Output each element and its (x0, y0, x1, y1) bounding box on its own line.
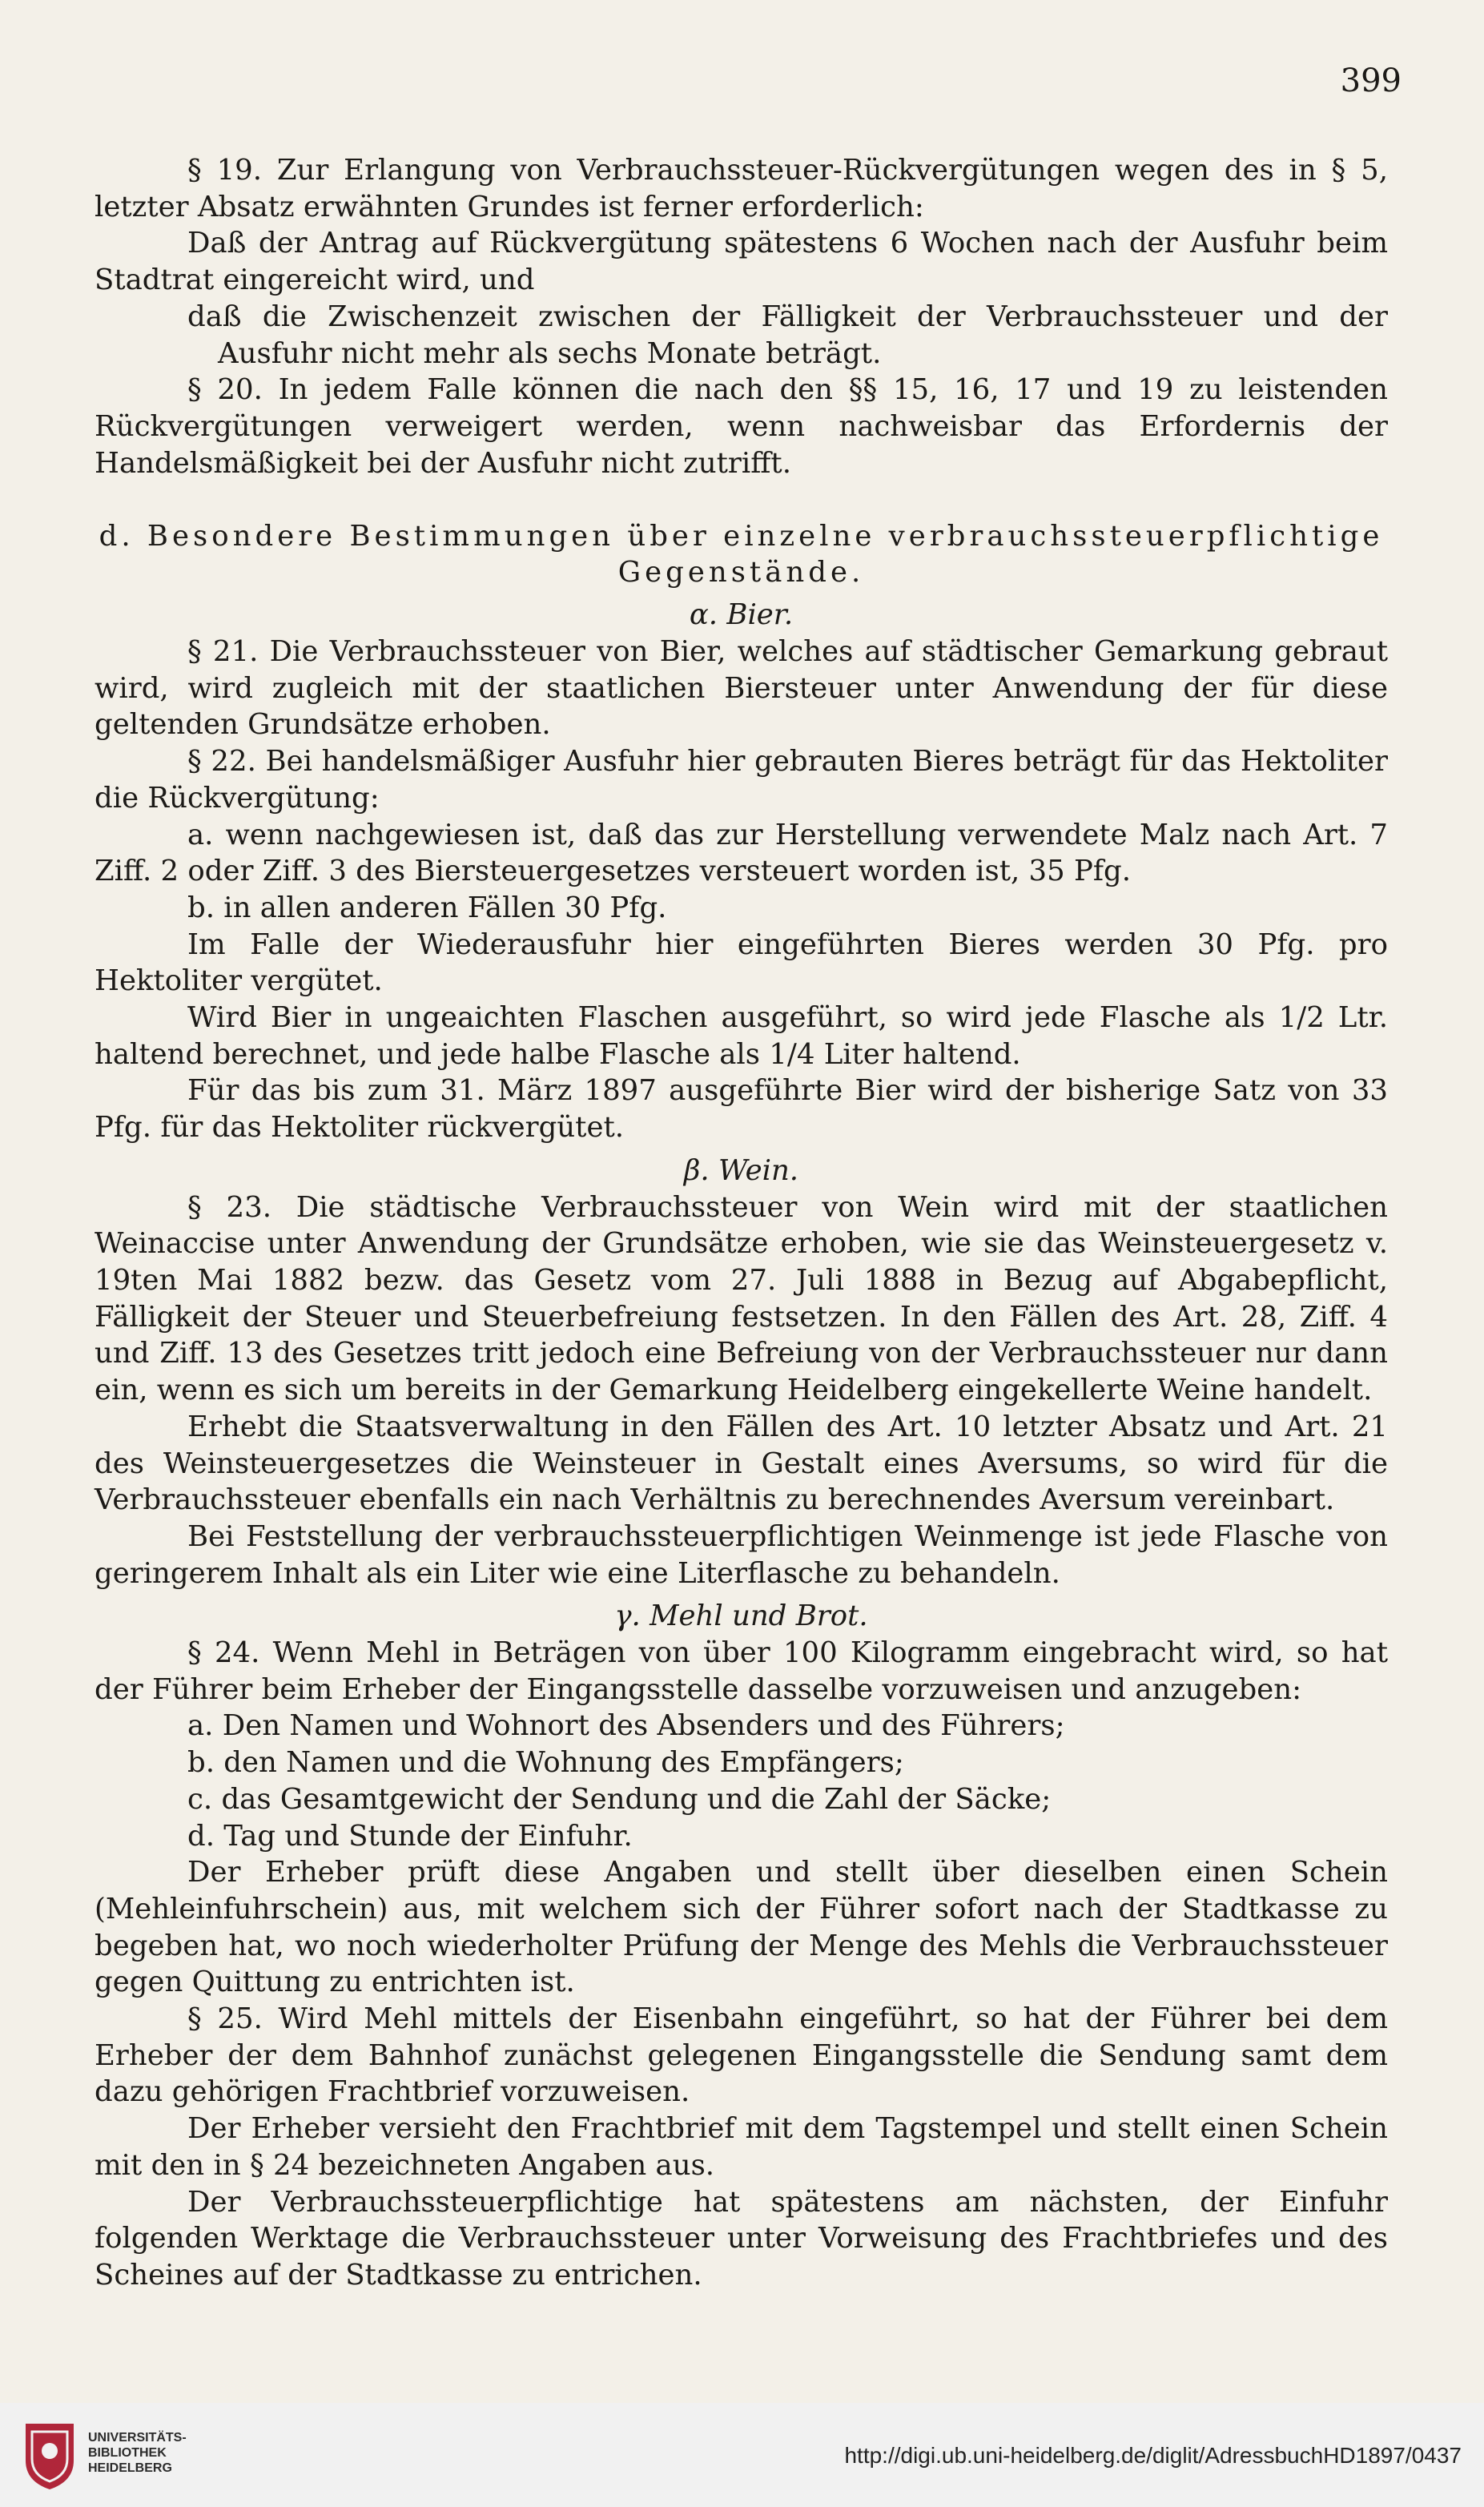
paragraph-bisherige-satz: Für das bis zum 31. März 1897 ausgeführte Bier wird der bisherige Satz von 33 Pfg. für das Hektoliter rückvergütet. (95, 1074, 1388, 1145)
subheading-mehl-brot: γ. Mehl und Brot. (614, 1600, 868, 1633)
library-name-line-2: BIBLIOTHEK (88, 2446, 167, 2460)
paragraph-weinmenge: Bei Feststellung der verbrauchssteuerpflichtigen Weinmenge ist jede Flasche von geringerem Inhalt als ein Liter wie eine Literflasche zu behandeln. (95, 1519, 1388, 1590)
paragraph-sec19-b: daß die Zwischenzeit zwischen der Fälligkeit der Verbrauchssteuer und der Ausfuhr nicht mehr als sechs Monate beträgt. (187, 300, 1388, 370)
paragraph-sec19-a: Daß der Antrag auf Rückvergütung spätestens 6 Wochen nach der Ausfuhr beim Stadtrat eingereicht wird, und (95, 227, 1388, 297)
paragraph-sec24-c: c. das Gesamtgewicht der Sendung und die Zahl der Säcke; (187, 1782, 1052, 1816)
subheading-wein: β. Wein. (683, 1153, 799, 1187)
paragraph-aversum: Erhebt die Staatsverwaltung in den Fällen des Art. 10 letzter Absatz und Art. 21 des Weinsteuergesetzes die Weinsteuer in Gestalt eines Aversums, so wird für die Verbrauchssteuer ebenfalls ein nach Verhältnis zu berechnendes Aversum vereinbart. (95, 1410, 1388, 1517)
paragraph-sec20: § 20. In jedem Falle können die nach den §§ 15, 16, 17 und 19 zu leistenden Rückvergütungen verweigert werden, wenn nachweisbar das Erfordernis der Handelsmäßigkeit bei der Ausfuhr nicht zutrifft. (95, 373, 1388, 480)
paragraph-sec19: § 19. Zur Erlangung von Verbrauchssteuer-Rückvergütungen wegen des in § 5, letzter Absatz erwähnten Grundes ist ferner erforderlich: (95, 154, 1388, 223)
paragraph-sec23: § 23. Die städtische Verbrauchssteuer von Wein wird mit der staatlichen Weinaccise unter Anwendung der Grundsätze erhoben, wie sie das Weinsteuergesetz v. 19ten Mai 1882 bezw. das Gesetz vom 27. Juli 1888 in Bezug auf Abgabepflicht, Fälligkeit der Steuer und Steuerbefreiung festsetzen. In den Fällen des Art. 28, Ziff. 4 und Ziff. 13 des Gesetzes tritt jedoch eine Befreiung von der Verbrauchssteuer nur dann ein, wenn es sich um bereits in der Gemarkung Heidelberg eingekellerte Weine handelt. (95, 1190, 1388, 1407)
paragraph-mehleinfuhrschein: Der Erheber prüft diese Angaben und stellt über dieselben einen Schein (Mehleinfuhrschein) aus, mit welchem sich der Führer sofort nach der Stadtkasse zu begeben hat, wo noch wiederholter Prüfung der Menge des Mehls die Verbrauchssteuer gegen Quittung zu entrichten ist. (95, 1856, 1388, 1999)
paragraph-sec24-a: a. Den Namen und Wohnort des Absenders und des Führers; (187, 1709, 1065, 1743)
subheading-bier: α. Bier. (689, 598, 794, 632)
library-name-line-1: UNIVERSITÄTS- (88, 2431, 187, 2445)
paragraph-sec25: § 25. Wird Mehl mittels der Eisenbahn eingeführt, so hat der Führer bei dem Erheber der dem Bahnhof zunächst gelegenen Eingangsstelle die Sendung samt dem dazu gehörigen Frachtbrief vorzuweisen. (95, 2002, 1388, 2109)
paragraph-sec24: § 24. Wenn Mehl in Beträgen von über 100 Kilogramm eingebracht wird, so hat der Führer beim Erheber der Eingangsstelle dasselbe vorzuweisen und anzugeben: (95, 1636, 1388, 1706)
paragraph-wiederausfuhr: Im Falle der Wiederausfuhr hier eingeführten Bieres werden 30 Pfg. pro Hektoliter vergütet. (95, 928, 1388, 998)
source-url[interactable]: http://digi.ub.uni-heidelberg.de/diglit/AdressbuchHD1897/0437 (844, 2443, 1462, 2468)
paragraph-sec21: § 21. Die Verbrauchssteuer von Bier, welches auf städtischer Gemarkung gebraut wird, wird zugleich mit der staatlichen Biersteuer unter Anwendung der für diese geltenden Grundsätze erhoben. (95, 635, 1388, 742)
paragraph-sec22-b: b. in allen anderen Fällen 30 Pfg. (187, 891, 667, 924)
library-name-line-3: HEIDELBERG (88, 2461, 172, 2475)
paragraph-tagstempel: Der Erheber versieht den Frachtbrief mit dem Tagstempel und stellt einen Schein mit den in § 24 bezeichneten Angaben aus. (95, 2112, 1388, 2182)
paragraph-flaschen: Wird Bier in ungeaichten Flaschen ausgeführt, so wird jede Flasche als 1/2 Ltr. haltend berechnet, und jede halbe Flasche als 1/4 Liter haltend. (95, 1001, 1388, 1071)
page-number: 399 (1340, 62, 1402, 99)
paragraph-sec24-d: d. Tag und Stunde der Einfuhr. (187, 1819, 633, 1853)
library-name (88, 2430, 187, 2476)
paragraph-sec22-a: a. wenn nachgewiesen ist, daß das zur Herstellung verwendete Malz nach Art. 7 Ziff. 2 oder Ziff. 3 des Biersteuergesetzes versteuert worden ist, 35 Pfg. (95, 818, 1388, 888)
footer-bar (0, 2403, 1484, 2507)
paragraph-stadtkasse: Der Verbrauchssteuerpflichtige hat spätestens am nächsten, der Einfuhr folgenden Werktage die Verbrauchssteuer unter Vorweisung des Frachtbriefes und des Scheines auf der Stadtkasse zu entrichen. (95, 2185, 1388, 2292)
page-text (95, 152, 1388, 2294)
university-seal-icon (21, 2420, 78, 2491)
paragraph-sec24-b: b. den Namen und die Wohnung des Empfängers; (187, 1746, 904, 1780)
paragraph-sec22: § 22. Bei handelsmäßiger Ausfuhr hier gebrauten Bieres beträgt für das Hektoliter die Rückvergütung: (95, 745, 1388, 815)
section-heading-d: d. Besondere Bestimmungen über einzelne verbrauchssteuerpflichtige Gegenstände. (99, 520, 1384, 590)
